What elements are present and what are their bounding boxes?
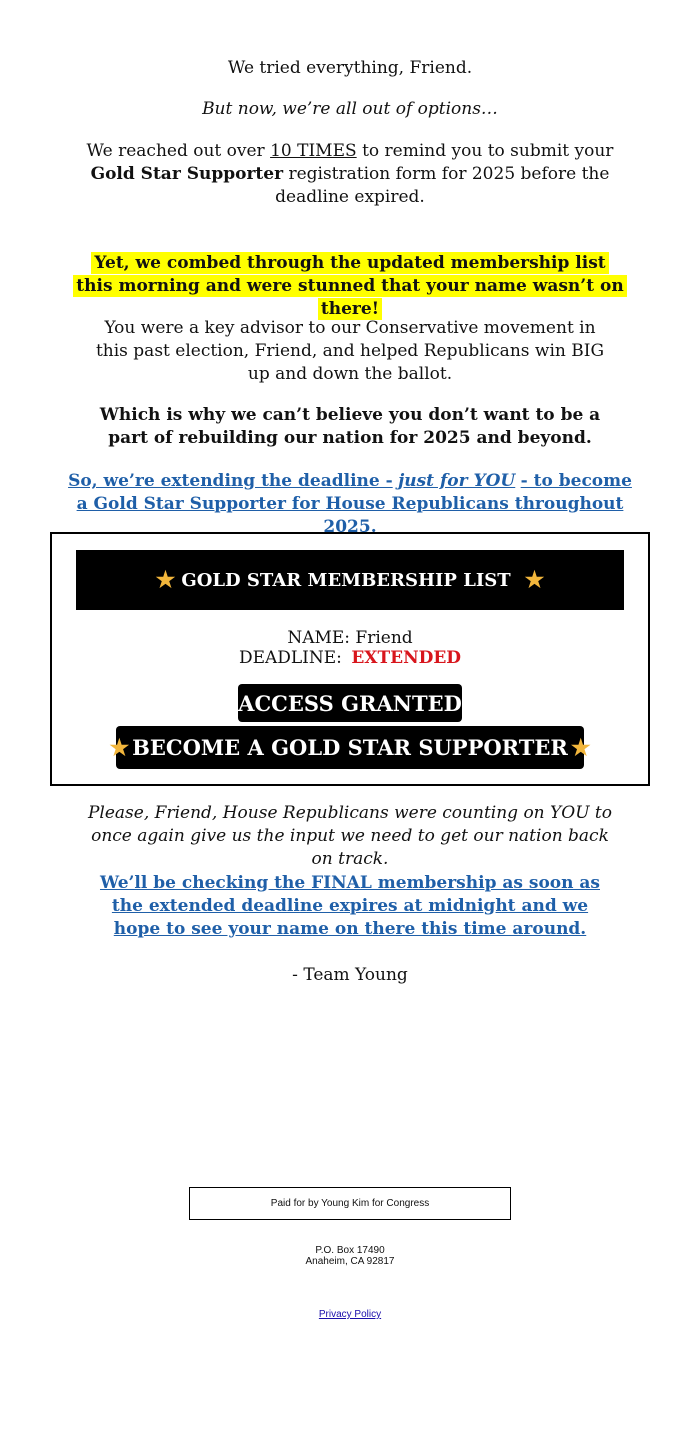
gold-star-supporter-text: Gold Star Supporter	[90, 164, 284, 184]
address-line-2: Anaheim, CA 92817	[305, 1256, 395, 1267]
highlight-text: Yet, we combed through the updated membership list this morning and were stunned that your name wasn’t on there!	[73, 252, 626, 320]
checking-final-link[interactable]	[88, 872, 612, 941]
cant-believe-paragraph	[80, 404, 620, 450]
privacy-policy-link[interactable]: Privacy Policy	[318, 1309, 382, 1320]
access-granted-label: ACCESS GRANTED	[238, 690, 462, 716]
signature	[0, 964, 700, 987]
extending-suffix[interactable]: - to become a Gold Star Supporter for House Republicans throughout 2025.	[76, 471, 632, 537]
paid-for-text: Paid for by Young Kim for Congress	[270, 1198, 430, 1209]
highlight-paragraph	[72, 252, 628, 321]
name-label: NAME:	[287, 628, 351, 648]
checking-final-text[interactable]: We’ll be checking the FINAL membership as soon as the extended deadline expires at midnight and we hope to see your name on there this time around.	[99, 873, 600, 939]
extending-prefix[interactable]: So, we’re extending the deadline -	[68, 471, 393, 491]
reached-out-paragraph	[80, 140, 620, 209]
star-icon: ★	[524, 567, 545, 593]
become-gold-star-supporter-button[interactable]	[109, 726, 591, 769]
greeting-line	[0, 57, 700, 80]
deadline-label: DEADLINE:	[238, 648, 342, 668]
star-icon: ★	[109, 734, 130, 761]
privacy-row	[0, 1309, 700, 1320]
access-granted-button[interactable]	[238, 684, 462, 722]
key-advisor-paragraph	[86, 317, 614, 386]
banner-title: GOLD STAR MEMBERSHIP LIST	[181, 569, 511, 591]
key-advisor-text: You were a key advisor to our Conservative movement in this past election, Friend, and helped Republicans win BIG up and down the ballot.	[95, 318, 605, 384]
reached-out-middle: to remind you to submit your	[362, 141, 614, 161]
deadline-value: EXTENDED	[351, 648, 462, 668]
star-icon: ★	[155, 567, 176, 593]
star-icon: ★	[570, 734, 591, 761]
address-line-1: P.O. Box 17490	[315, 1245, 385, 1256]
options-line	[0, 98, 700, 121]
mailing-address	[0, 1245, 700, 1267]
become-supporter-label: BECOME A GOLD STAR SUPPORTER	[132, 735, 568, 760]
reached-out-prefix: We reached out over	[86, 141, 265, 161]
membership-box	[50, 532, 650, 786]
please-text: Please, Friend, House Republicans were counting on YOU to once again give us the input we need to get our nation back on track.	[87, 803, 612, 869]
name-value: Friend	[355, 628, 413, 648]
just-for-you-text[interactable]: just for YOU	[398, 471, 516, 491]
cant-believe-text: Which is why we can’t believe you don’t want to be a part of rebuilding our nation for 2025 and beyond.	[99, 405, 601, 448]
extending-deadline-link[interactable]	[68, 470, 632, 539]
options-text: But now, we’re all out of options…	[202, 99, 498, 119]
deadline-row	[52, 648, 648, 668]
greeting-text: We tried everything, Friend.	[227, 58, 473, 78]
paid-for-disclaimer-box	[189, 1187, 511, 1220]
signature-text: - Team Young	[292, 965, 408, 985]
name-row	[52, 628, 648, 648]
membership-banner	[76, 550, 624, 610]
ten-times-text: 10 TIMES	[270, 141, 357, 161]
please-paragraph	[86, 802, 614, 871]
reached-out-suffix: registration form for 2025 before the deadline expired.	[275, 164, 610, 207]
